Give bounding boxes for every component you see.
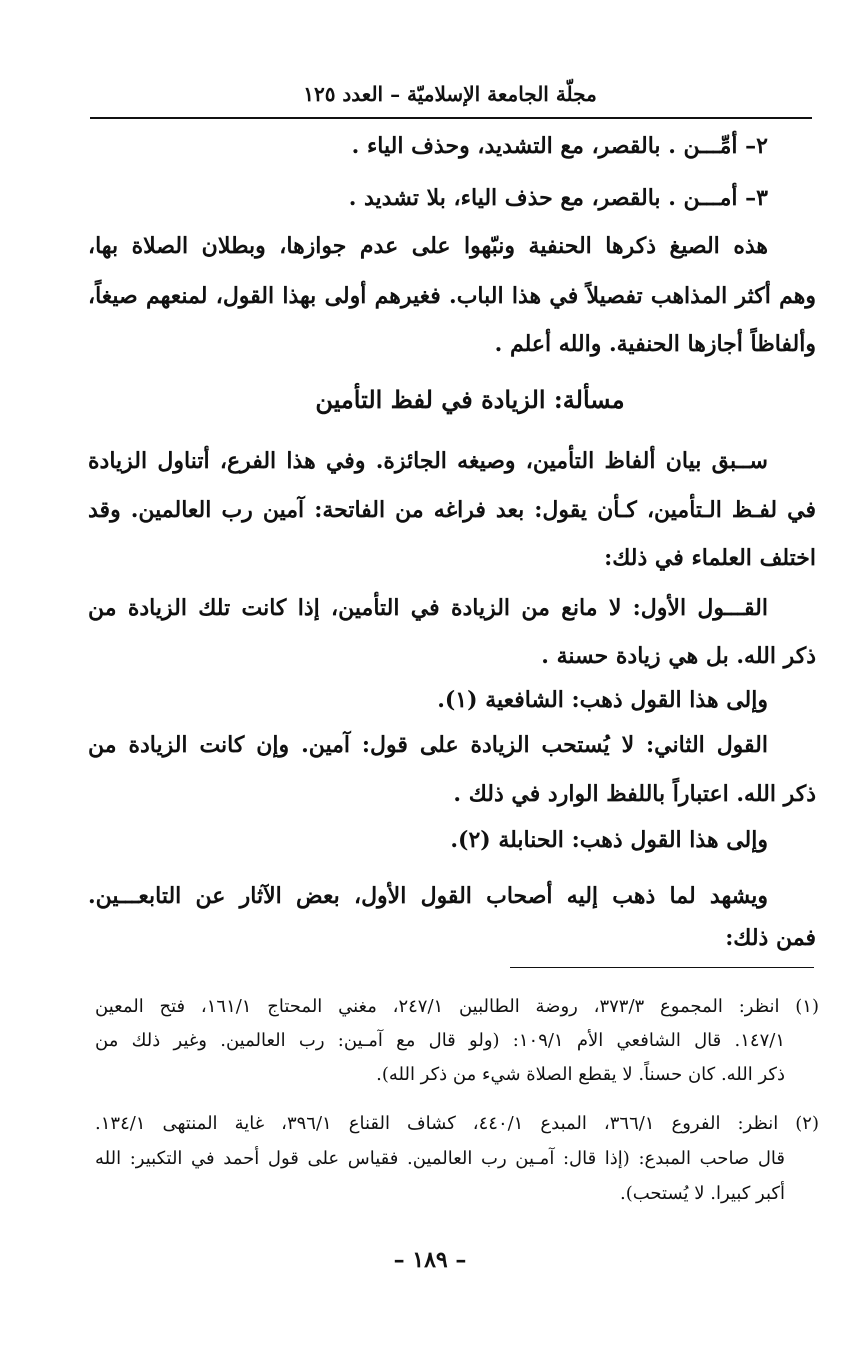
paragraph-line: ويشهد لما ذهب إليه أصحاب القول الأول، بعض الآثار عن التابعـــين. [88,883,768,909]
footnote-line: (١) انظر: المجموع ٣٧٣/٣، روضة الطالبين ٢٤٧/١، مغني المحتاج ١٦١/١، فتح المعين [95,996,819,1017]
footnote-line: (٢) انظر: الفروع ٣٦٦/١، المبدع ٤٤٠/١، كشاف القناع ٣٩٦/١، غاية المنتهى ١٣٤/١. [95,1113,819,1134]
paragraph-line: ذكر الله. بل هي زيادة حسنة . [541,643,816,669]
footnote-line: ذكر الله. كان حسناً. لا يقطع الصلاة شيء من ذكر الله). [376,1064,785,1085]
footnote-rule [510,967,814,968]
paragraph-line: القـــول الأول: لا مانع من الزيادة في التأمين، إذا كانت تلك الزيادة من [88,595,768,621]
paragraph-line: في لفـظ الـتأمين، كـأن يقول: بعد فراغه من الفاتحة: آمين رب العالمين. وقد [88,497,816,523]
footnote-line: قال صاحب المبدع: (إذا قال: آمـين رب العالمين. فقياس على قول أحمد في التكبير: الله [95,1148,785,1169]
paragraph-line: ســبق بيان ألفاظ التأمين، وصيغه الجائزة. وفي هذا الفرع، أتناول الزيادة [88,448,768,474]
paragraph-line: وإلى هذا القول ذهب: الشافعية (١). [437,687,768,713]
paragraph-line: وهم أكثر المذاهب تفصيلاً في هذا الباب. فغيرهم أولى بهذا القول، لمنعهم صيغاً، [88,283,816,309]
footnote-line: أكبر كبيرا. لا يُستحب). [620,1183,785,1204]
paragraph-line: هذه الصيغ ذكرها الحنفية ونبّهوا على عدم جوازها، وبطلان الصلاة بها، [88,233,768,259]
paragraph-line: ذكر الله. اعتباراً باللفظ الوارد في ذلك . [453,781,816,807]
paragraph-line: فمن ذلك: [725,925,816,951]
list-item-2: ٢– أمِّـــن . بالقصر، مع التشديد، وحذف الياء . [351,133,768,159]
section-heading: مسألة: الزيادة في لفظ التأمين [315,385,625,414]
footnote-line: ١٤٧/١. قال الشافعي الأم ١٠٩/١: (ولو قال مع آمـين: رب العالمين. وغير ذلك من [95,1030,785,1051]
page-number: – ١٨٩ – [393,1247,467,1273]
paragraph-line: وألفاظاً أجازها الحنفية. والله أعلم . [494,331,816,357]
paragraph-line: اختلف العلماء في ذلك: [604,545,816,571]
running-header: مجلّة الجامعة الإسلاميّة – العدد ١٢٥ [303,82,597,106]
paragraph-line: القول الثاني: لا يُستحب الزيادة على قول: آمين. وإن كانت الزيادة من [88,732,768,758]
list-item-3: ٣– أمـــن . بالقصر، مع حذف الياء، بلا تشديد . [348,185,768,211]
header-rule [90,117,812,119]
paragraph-line: وإلى هذا القول ذهب: الحنابلة (٢). [450,827,768,853]
